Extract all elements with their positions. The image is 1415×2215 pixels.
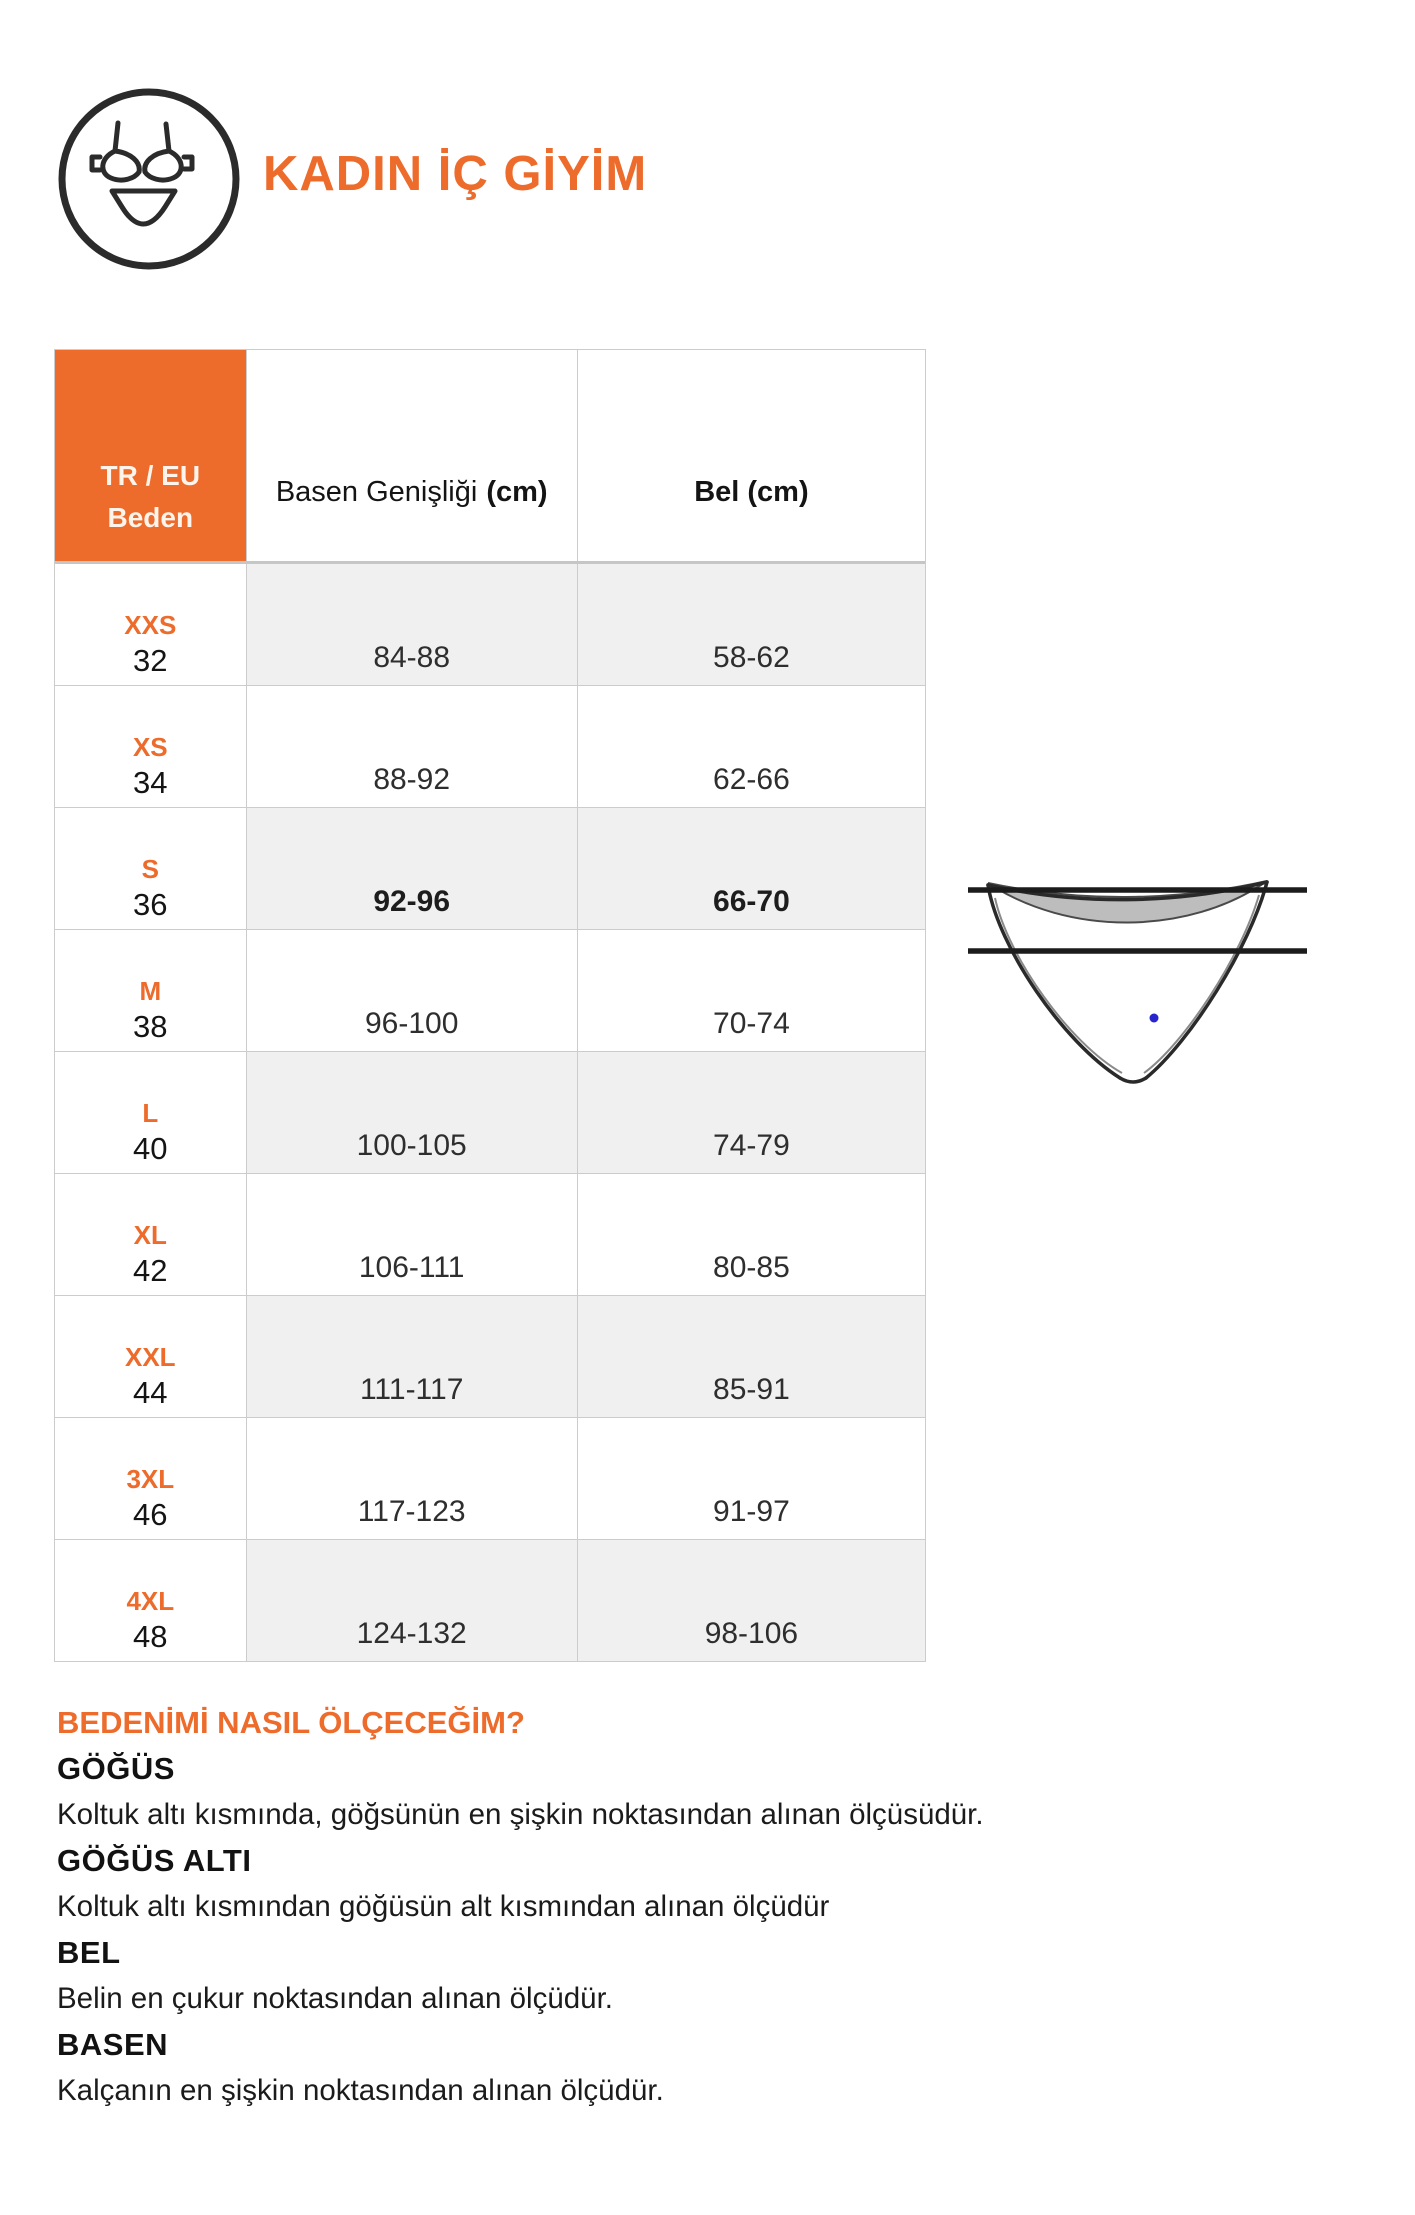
hip-cell <box>247 930 578 1051</box>
table-row <box>55 1418 925 1540</box>
hip-value: 106-111 <box>358 1251 465 1284</box>
waist-value: 85-91 <box>713 1373 790 1406</box>
guide-item-label: GÖĞÜS <box>57 1751 175 1786</box>
size-table-header-row <box>55 350 925 564</box>
hip-value: 117-123 <box>357 1495 466 1528</box>
size-eu: 46 <box>133 1496 168 1532</box>
size-label: XL <box>133 1220 167 1251</box>
size-eu: 36 <box>133 886 168 922</box>
table-row <box>55 1540 925 1661</box>
guide-item-label: BASEN <box>57 2027 169 2062</box>
size-cell <box>55 1052 247 1173</box>
size-cell <box>55 808 247 929</box>
size-eu: 34 <box>133 764 168 800</box>
page-title: KADIN İÇ GİYİM <box>263 147 648 201</box>
size-table <box>54 349 926 1662</box>
table-row <box>55 808 925 930</box>
hip-label: Basen Genişliği <box>275 476 478 508</box>
waist-value: 91-97 <box>713 1495 790 1528</box>
size-label: L <box>142 1098 159 1129</box>
waist-cell <box>578 564 925 685</box>
waist-value: 58-62 <box>713 641 790 674</box>
size-label: 3XL <box>126 1464 175 1495</box>
hip-cell <box>247 1052 578 1173</box>
size-label: XXL <box>124 1342 176 1373</box>
table-row <box>55 1174 925 1296</box>
size-cell <box>55 1296 247 1417</box>
size-label: XXS <box>124 610 177 641</box>
size-cell <box>55 930 247 1051</box>
waist-cell <box>578 1540 925 1661</box>
hip-value: 111-117 <box>359 1373 464 1406</box>
size-cell <box>55 1540 247 1661</box>
waist-cell <box>578 1418 925 1539</box>
size-eu: 44 <box>133 1374 168 1410</box>
hip-value: 84-88 <box>373 641 451 674</box>
size-label: M <box>139 976 162 1007</box>
hip-cell <box>247 1540 578 1661</box>
hip-cell <box>247 808 578 929</box>
size-cell <box>55 564 247 685</box>
size-eu: 38 <box>133 1008 168 1044</box>
marker-dot <box>1150 1014 1159 1023</box>
table-row <box>55 564 925 686</box>
waist-cell <box>578 686 925 807</box>
waist-value: 70-74 <box>713 1007 790 1040</box>
guide-item <box>57 1930 1377 2022</box>
guide-item-label: GÖĞÜS ALTI <box>57 1843 252 1878</box>
waist-label: Bel (cm) <box>694 476 809 508</box>
table-row <box>55 930 925 1052</box>
size-eu: 48 <box>133 1618 168 1654</box>
size-cell <box>55 686 247 807</box>
panty-measurement-diagram <box>948 852 1343 1107</box>
header-cell-hip <box>247 350 578 561</box>
hip-value: 96-100 <box>364 1007 459 1040</box>
size-eu: 42 <box>133 1252 168 1288</box>
size-table-body <box>55 564 925 1661</box>
size-label: 4XL <box>126 1586 175 1617</box>
waist-value: 98-106 <box>704 1617 799 1650</box>
table-row <box>55 1296 925 1418</box>
size-label: S <box>141 854 159 885</box>
table-row <box>55 686 925 808</box>
header-size-line1: TR / EU <box>100 460 201 491</box>
hip-value: 92-96 <box>373 885 451 918</box>
size-cell <box>55 1418 247 1539</box>
waist-value: 80-85 <box>713 1251 790 1284</box>
lingerie-icon <box>55 78 245 278</box>
guide-item <box>57 2022 1377 2114</box>
header-cell-size <box>55 350 247 561</box>
hip-value: 124-132 <box>356 1617 467 1650</box>
guide-title: BEDENİMİ NASIL ÖLÇECEĞİM? <box>57 1705 525 1740</box>
guide-item <box>57 1746 1377 1838</box>
waist-value: 74-79 <box>713 1129 790 1162</box>
hip-unit: (cm) <box>486 476 548 508</box>
size-eu: 40 <box>133 1130 168 1166</box>
waist-cell <box>578 1174 925 1295</box>
guide-item-text: Belin en çukur noktasından alınan ölçüdür. <box>57 1982 613 2015</box>
guide-item <box>57 1838 1377 1930</box>
waist-cell <box>578 1296 925 1417</box>
hip-cell <box>247 1418 578 1539</box>
size-label: XS <box>132 732 168 763</box>
measure-guide <box>57 1700 1377 2114</box>
header-cell-waist <box>578 350 925 561</box>
waist-cell <box>578 808 925 929</box>
hip-cell <box>247 1174 578 1295</box>
hip-cell <box>247 564 578 685</box>
hip-value: 88-92 <box>373 763 451 796</box>
waist-cell <box>578 930 925 1051</box>
guide-item-text: Koltuk altı kısmından göğüsün alt kısmından alınan ölçüdür <box>57 1890 830 1923</box>
guide-item-text: Koltuk altı kısmında, göğsünün en şişkin noktasından alınan ölçüsüdür. <box>57 1798 984 1831</box>
waist-value: 66-70 <box>713 885 790 918</box>
table-row <box>55 1052 925 1174</box>
hip-cell <box>247 1296 578 1417</box>
guide-item-label: BEL <box>57 1935 121 1970</box>
header-size-line2: Beden <box>107 502 194 533</box>
size-cell <box>55 1174 247 1295</box>
guide-items <box>57 1746 1377 2114</box>
size-eu: 32 <box>133 642 168 678</box>
guide-item-text: Kalçanın en şişkin noktasından alınan ölçüdür. <box>57 2074 664 2107</box>
hip-cell <box>247 686 578 807</box>
waist-cell <box>578 1052 925 1173</box>
waistband-shape <box>988 881 1267 923</box>
waist-value: 62-66 <box>713 763 790 796</box>
hip-value: 100-105 <box>356 1129 467 1162</box>
